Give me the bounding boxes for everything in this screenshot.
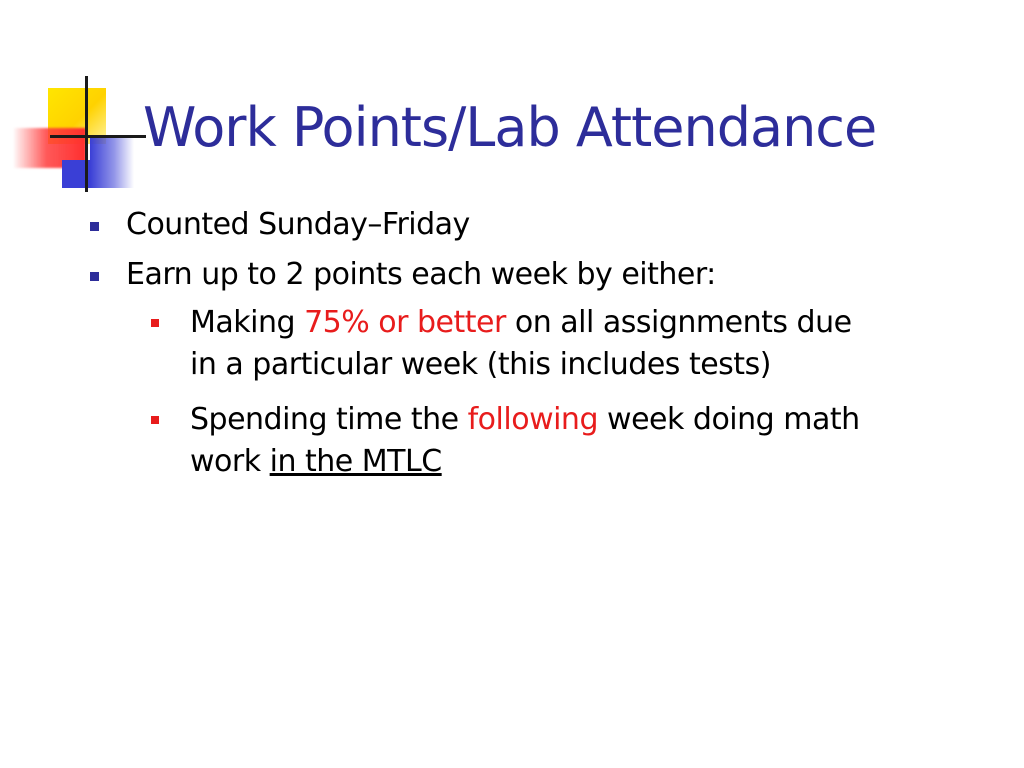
highlight-text: 75% or better	[304, 305, 506, 340]
sub-bullet-text: week doing math work	[190, 402, 860, 479]
bullet-item	[86, 200, 986, 250]
bullet-item	[86, 250, 986, 300]
sub-bullet-text: Spending time the	[190, 402, 468, 437]
sub-bullet-item	[151, 399, 880, 483]
underlined-text: in the MTLC	[269, 444, 442, 479]
logo-blue-fade	[90, 136, 134, 188]
logo-vertical-line	[85, 76, 88, 192]
slide-body	[86, 200, 986, 496]
sub-bullet-text: on all assignments due in a particular week (this includes tests)	[190, 305, 852, 382]
sub-bullet-text: Making	[190, 305, 305, 340]
square-bullet-icon	[151, 319, 159, 327]
highlight-text: following	[467, 402, 598, 437]
sub-bullet-list	[86, 302, 986, 483]
logo-horizontal-line	[50, 135, 146, 138]
bullet-list	[86, 200, 986, 300]
bullet-text: Counted Sunday–Friday	[126, 207, 470, 242]
sub-bullet-item	[151, 302, 880, 386]
square-bullet-icon	[151, 416, 159, 424]
square-bullet-icon	[90, 272, 99, 281]
square-bullet-icon	[90, 222, 99, 231]
slide-title: Work Points/Lab Attendance	[143, 96, 877, 159]
bullet-text: Earn up to 2 points each week by either:	[126, 257, 716, 292]
